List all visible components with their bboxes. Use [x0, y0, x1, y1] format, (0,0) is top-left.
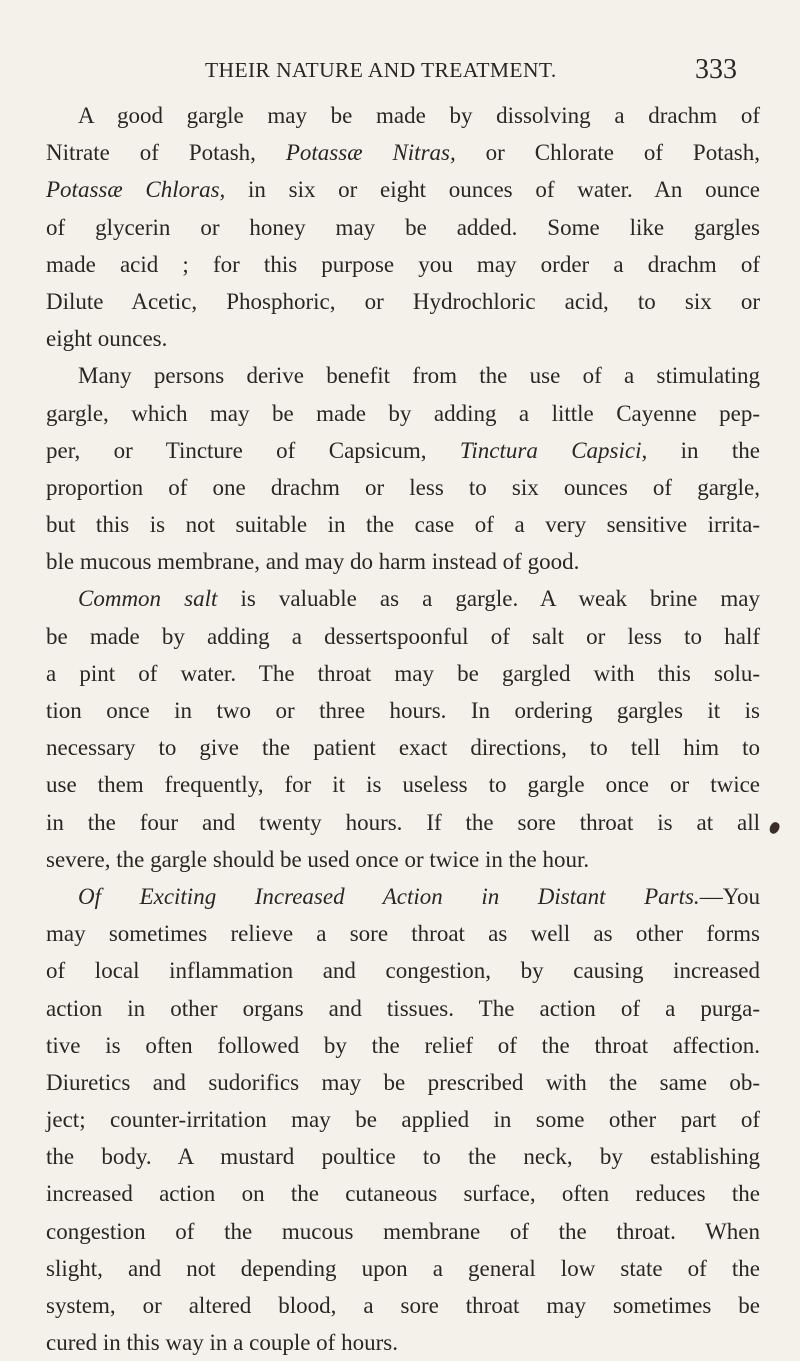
text-line [46, 246, 760, 283]
text-run: a pint of water. The throat may be gargled with this solu- [46, 660, 760, 686]
text-run: may sometimes relieve a sore throat as well as other forms [46, 921, 760, 947]
text-run: in the four and twenty hours. If the sore throat is at all [46, 809, 760, 835]
text-line [46, 432, 760, 469]
text-line [46, 1324, 760, 1361]
text-run: or Chlorate of Potash, [455, 140, 760, 166]
running-title: THEIR NATURE AND TREATMENT. [205, 58, 557, 82]
italic-term: Of Exciting Increased Action in Distant Parts. [78, 883, 700, 909]
text-run: made acid ; for this purpose you may order a drachm of [46, 251, 760, 277]
text-line [46, 283, 760, 320]
text-line [46, 655, 760, 692]
paragraph [46, 357, 760, 580]
text-run: but this is not suitable in the case of a very sensitive irrita- [46, 512, 760, 538]
text-line [46, 134, 760, 171]
text-run: be made by adding a dessertspoonful of salt or less to half [46, 623, 760, 649]
text-line [46, 1101, 760, 1138]
text-line [46, 1213, 760, 1250]
text-run: tive is often followed by the relief of the throat affection. [46, 1032, 760, 1058]
text-run: —You [699, 883, 760, 909]
text-line [46, 990, 760, 1027]
text-run: of local inflammation and congestion, by causing increased [46, 958, 760, 984]
text-line [46, 692, 760, 729]
page-number: 333 [695, 54, 737, 85]
text-line [46, 97, 760, 134]
text-run: Diuretics and sudorifics may be prescribed with the same ob- [46, 1069, 760, 1095]
italic-term: Potassæ Chloras, [46, 177, 226, 203]
text-line [46, 395, 760, 432]
text-line [46, 209, 760, 246]
text-run: the body. A mustard poultice to the neck, by establishing [46, 1144, 760, 1170]
text-line [46, 878, 760, 915]
paragraph [46, 580, 760, 878]
ink-blot-mark [768, 821, 782, 836]
text-run: eight ounces. [46, 326, 168, 352]
italic-term: Common salt [78, 586, 218, 612]
text-line [46, 766, 760, 803]
text-line [46, 1287, 760, 1324]
text-run: in the [647, 437, 760, 463]
text-run: action in other organs and tissues. The action of a purga- [46, 995, 760, 1021]
text-line [46, 1250, 760, 1287]
italic-term: Potassæ Nitras, [285, 140, 456, 166]
paragraph [46, 878, 760, 1361]
text-line [46, 804, 760, 841]
text-line [46, 320, 760, 357]
text-run: per, or Tincture of Capsicum, [46, 437, 460, 463]
paragraph [46, 97, 760, 357]
text-run: A good gargle may be made by dissolving a drachm of [78, 103, 760, 128]
text-line [46, 171, 760, 208]
italic-term: Tinctura Capsici, [459, 437, 648, 463]
text-line [46, 841, 760, 878]
text-run: Nitrate of Potash, [46, 140, 286, 166]
text-run: Many persons derive benefit from the use of a stimulating [78, 363, 760, 389]
text-line [46, 952, 760, 989]
text-run: tion once in two or three hours. In ordering gargles it is [46, 698, 760, 723]
text-run: slight, and not depending upon a general low state of the [46, 1255, 760, 1281]
text-run: congestion of the mucous membrane of the throat. When [46, 1218, 760, 1244]
text-run: ject; counter-irritation may be applied in some other part of [46, 1107, 760, 1133]
text-line [46, 1175, 760, 1212]
text-run: Dilute Acetic, Phosphoric, or Hydrochloric acid, to six or [46, 288, 760, 314]
text-run: severe, the gargle should be used once or twice in the hour. [46, 846, 590, 872]
text-run: increased action on the cutaneous surface, often reduces the [46, 1181, 760, 1207]
text-run: necessary to give the patient exact directions, to tell him to [46, 735, 760, 761]
text-line [46, 915, 760, 952]
text-run: use them frequently, for it is useless to gargle once or twice [46, 772, 760, 798]
text-run: cured in this way in a couple of hours. [46, 1330, 398, 1356]
text-line [46, 469, 760, 506]
text-run: system, or altered blood, a sore throat may sometimes be [46, 1293, 760, 1318]
text-run: in six or eight ounces of water. An ounce [225, 177, 760, 203]
text-line [46, 543, 760, 580]
text-run: is valuable as a gargle. A weak brine may [217, 586, 760, 612]
text-run: proportion of one drachm or less to six ounces of gargle, [46, 474, 760, 500]
body-text [46, 97, 760, 1361]
text-run: of glycerin or honey may be added. Some like gargles [46, 214, 760, 240]
text-line [46, 506, 760, 543]
running-head [0, 54, 800, 94]
text-line [46, 1138, 760, 1175]
text-line [46, 1027, 760, 1064]
text-line [46, 729, 760, 766]
text-line [46, 357, 760, 394]
text-line [46, 1064, 760, 1101]
text-line [46, 618, 760, 655]
text-run: ble mucous membrane, and may do harm instead of good. [46, 549, 580, 575]
text-line [46, 580, 760, 617]
text-run: gargle, which may be made by adding a little Cayenne pep- [46, 400, 760, 426]
